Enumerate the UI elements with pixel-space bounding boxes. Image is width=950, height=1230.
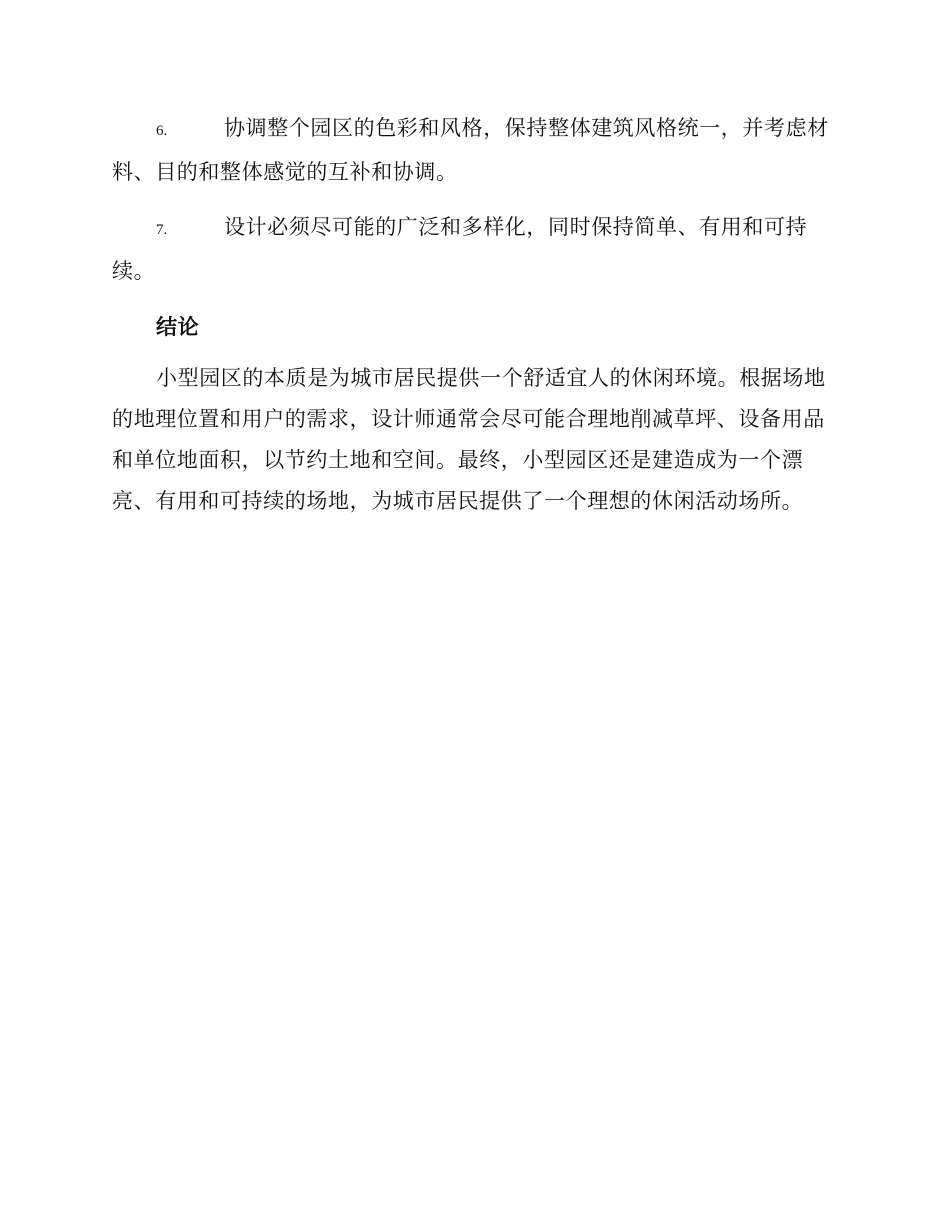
list-item xyxy=(112,207,830,292)
list-item-number: 7. xyxy=(156,222,168,238)
list-item-text: 设计必须尽可能的广泛和多样化，同时保持简单、有用和可持续。 xyxy=(112,215,808,283)
list-item xyxy=(112,108,830,193)
list-item-text: 协调整个园区的色彩和风格，保持整体建筑风格统一，并考虑材料、目的和整体感觉的互补和协调。 xyxy=(112,116,829,184)
list-item-number: 6. xyxy=(156,123,168,139)
conclusion-paragraph: 小型园区的本质是为城市居民提供一个舒适宜人的休闲环境。根据场地的地理位置和用户的需求，设计师通常会尽可能合理地削减草坪、设备用品和单位地面积，以节约土地和空间。最终，小型园区还是建造成为一个漂亮、有用和可持续的场地，为城市居民提供了一个理想的休闲活动场所。 xyxy=(112,366,826,513)
document-body xyxy=(112,108,830,522)
conclusion-heading: 结论 xyxy=(156,314,200,339)
